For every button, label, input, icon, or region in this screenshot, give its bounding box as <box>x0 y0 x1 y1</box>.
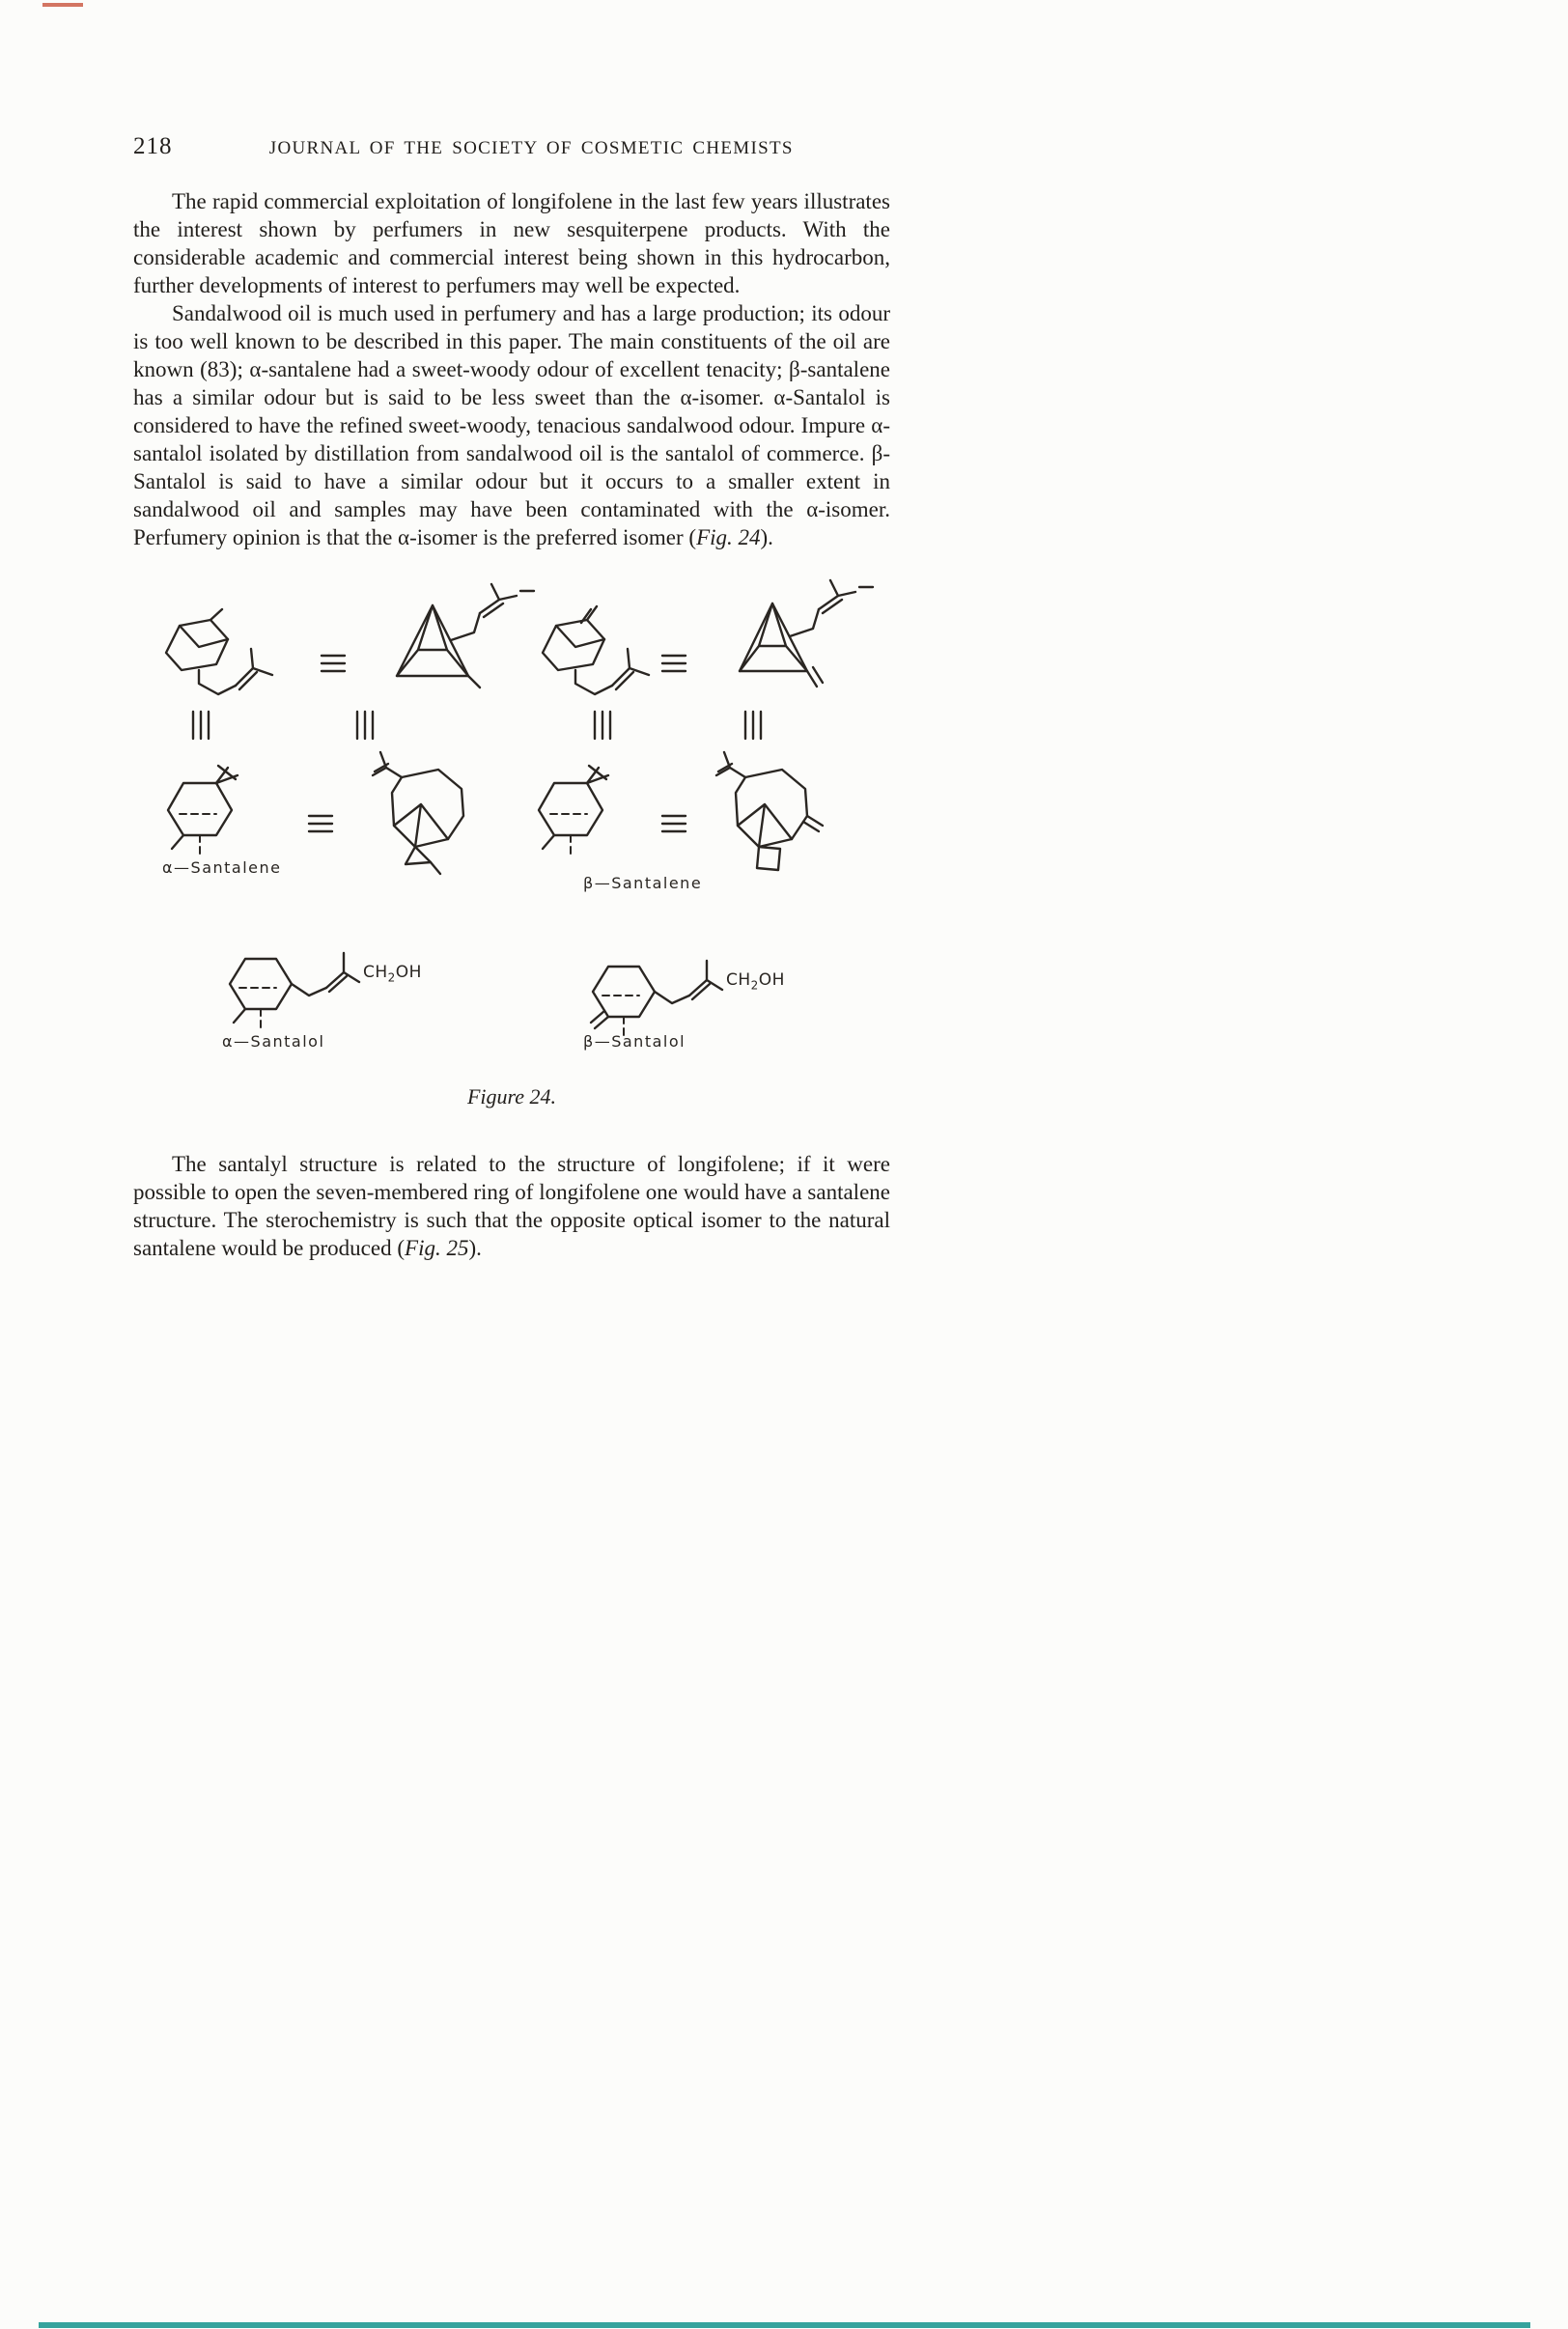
identity-symbol <box>309 816 332 831</box>
ch2oh-oh: OH <box>758 970 785 990</box>
identity-symbol-vertical <box>193 712 209 739</box>
identity-symbol <box>322 656 345 671</box>
alpha-santalene-skeletal-structure <box>166 609 272 694</box>
figure-24-reference: Fig. 24 <box>696 525 761 549</box>
ch2oh-c: CH <box>726 970 751 990</box>
page-content <box>133 133 890 1262</box>
ch2oh-c: CH <box>363 963 388 982</box>
alpha-santalene-bridged-cage-structure <box>373 752 463 874</box>
figure-24-structures <box>133 576 983 1079</box>
beta-santalene-cage-structure <box>740 580 873 687</box>
paragraph-santalyl-text: The santalyl structure is related to the structure of longifolene; if it were possible to open the seven-membered ring of longifolene one would have a santalene structure. The sterochemistry is such that the opposite optical isomer to the natural santalene would be produced ( <box>133 1152 890 1260</box>
paragraph-longifolene: The rapid commercial exploitation of longifolene in the last few years illustrates the interest shown by perfumers in new sesquiterpene products. With the considerable academic and commercial interest being shown in this hydrocarbon, further developments of interest to perfumers may well be expected. <box>133 189 890 297</box>
paragraph-sandalwood-end: ). <box>760 525 773 549</box>
identity-symbol-vertical <box>745 712 761 739</box>
alpha-santalol-structure <box>230 953 359 1028</box>
scan-artifact-top <box>42 3 83 7</box>
beta-santalene-bridged-cage-structure <box>716 752 823 870</box>
beta-santalene-ring-structure <box>539 766 608 855</box>
scan-artifact-bottom <box>39 2322 1530 2328</box>
beta-santalene-skeletal-structure <box>543 606 649 694</box>
alpha-santalene-label: α—Santalene <box>162 858 282 877</box>
running-head <box>133 133 890 160</box>
ch2oh-oh: OH <box>395 963 422 982</box>
identity-symbol <box>662 816 686 831</box>
journal-title: JOURNAL OF THE SOCIETY OF COSMETIC CHEMISTS <box>268 138 794 158</box>
figure-25-reference: Fig. 25 <box>405 1236 469 1260</box>
beta-santalol-label: β—Santalol <box>583 1032 686 1051</box>
alpha-santalene-ring-structure <box>168 766 238 855</box>
paragraph-santalyl <box>133 1150 890 1262</box>
identity-symbol <box>662 656 686 671</box>
beta-santalol-structure <box>591 961 722 1036</box>
identity-symbol-vertical <box>357 712 373 739</box>
figure-caption: Figure 24. <box>466 1084 557 1108</box>
alpha-santalol-ch2oh-label <box>363 963 422 984</box>
identity-symbol-vertical <box>595 712 610 739</box>
alpha-santalene-cage-structure <box>397 584 534 687</box>
ch2oh-sub: 2 <box>387 970 396 985</box>
paragraph-sandalwood-text: Sandalwood oil is much used in perfumery and has a large production; its odour is too well known to be described in this paper. The main constituents of the oil are known (83); α-santalene had a sweet-woody odour of excellent tenacity; β-santalene has a similar odour but is said to be less sweet than the α-isomer. α-Santalol is considered to have the refined sweet-woody, tenacious sandalwood odour. Impure α-santalol isolated by distillation from sandalwood oil is the santalol of commerce. β-Santalol is said to have a similar odour but it occurs to a smaller extent in sandalwood oil and samples may have been contaminated with the α-isomer. Perfumery opinion is that the α-isomer is the preferred isomer ( <box>133 301 890 549</box>
ch2oh-sub: 2 <box>750 978 759 993</box>
alpha-santalol-label: α—Santalol <box>222 1032 325 1051</box>
figure-24 <box>133 576 983 1079</box>
page-number: 218 <box>133 133 173 159</box>
beta-santalene-label: β—Santalene <box>583 874 703 892</box>
beta-santalol-ch2oh-label <box>726 970 785 992</box>
paragraph-santalyl-end: ). <box>468 1236 482 1260</box>
paragraph-sandalwood <box>133 299 890 551</box>
